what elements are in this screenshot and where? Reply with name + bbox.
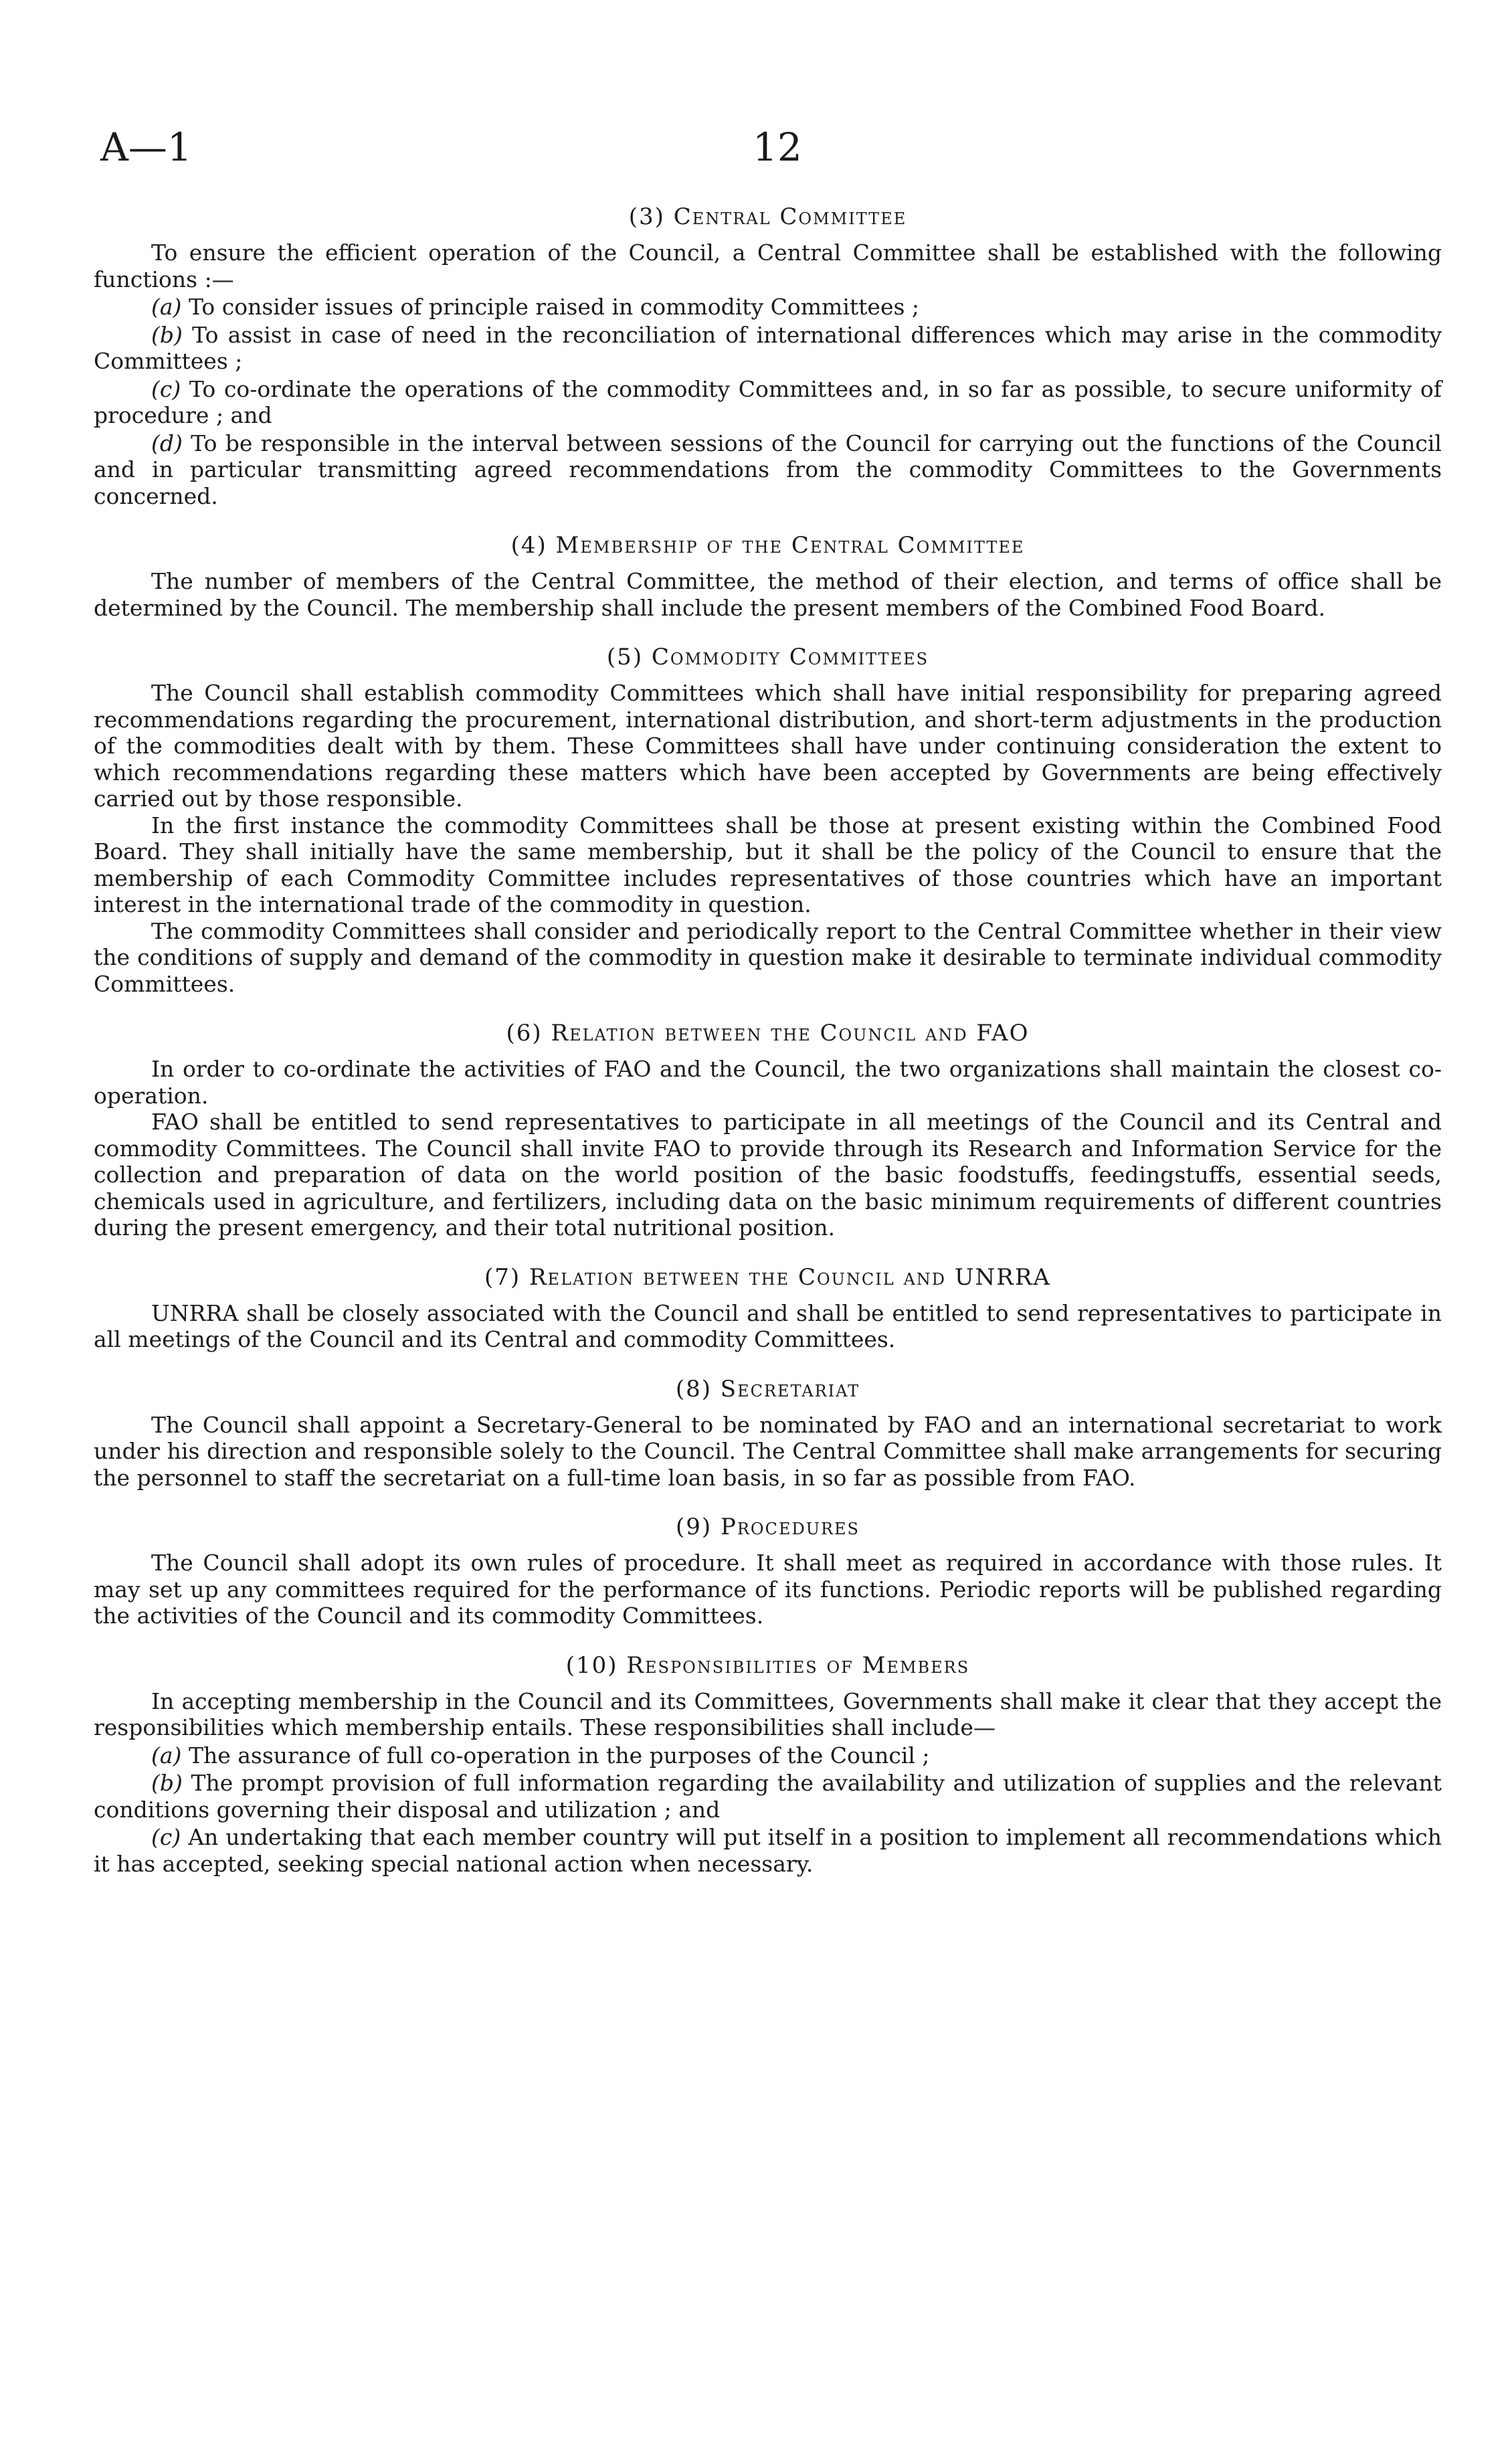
clause-item xyxy=(94,294,1442,321)
section-heading: (8) Secretariat xyxy=(675,1375,860,1402)
paragraph: UNRRA shall be closely associated with the Council and shall be entitled to send representatives to participate in all meetings of the Council and its Central and commodity Committees. xyxy=(94,1299,1442,1352)
section-commodity-committees xyxy=(94,641,1442,997)
paragraph: The commodity Committees shall consider and periodically report to the Central Committee whether in their view the conditions of supply and demand of the commodity in question make it desirable to terminate individual commodity Committees. xyxy=(94,917,1442,997)
section-responsibilities-of-members xyxy=(94,1649,1442,1878)
paragraph: FAO shall be entitled to send representatives to participate in all meetings of the Council and its Central and commodity Committees. The Council shall invite FAO to provide through its Research and Information Service for the collection and preparation of data on the world position of the basic foodstuffs, feedingstuffs, essential seeds, chemicals used in agriculture, and fertilizers, including data on the basic minimum requirements of different countries during the present emergency, and their total nutritional position. xyxy=(94,1109,1442,1241)
page-number: 12 xyxy=(753,124,802,170)
section-membership-central-committee xyxy=(94,529,1442,621)
section-heading: (4) Membership of the Central Committee xyxy=(510,532,1025,559)
clause-text: To co-ordinate the operations of the commodity Committees and, in so far as possible, to secure uniformity of procedure ; and xyxy=(94,375,1442,428)
section-relation-unrra xyxy=(94,1261,1442,1353)
paragraph: The Council shall appoint a Secretary-General to be nominated by FAO and an international secretariat to work under his direction and responsible solely to the Council. The Central Committee shall make arrangements for securing the personnel to staff the secretariat on a full-time loan basis, in so far as possible from FAO. xyxy=(94,1411,1442,1491)
section-heading: (10) Responsibilities of Members xyxy=(565,1651,970,1679)
clause-text: An undertaking that each member country will put itself in a position to implement all recommendations which it has accepted, seeking special national action when necessary. xyxy=(94,1824,1442,1877)
clause-item xyxy=(94,1742,1442,1769)
section-heading: (6) Relation between the Council and FAO xyxy=(506,1020,1030,1047)
clause-text: To be responsible in the interval between sessions of the Council for carrying out the functions of the Council and in particular transmitting agreed recommendations from the commodity Committees to the Governments concerned. xyxy=(94,430,1442,509)
clause-item xyxy=(94,1824,1442,1877)
paragraph: The Council shall establish commodity Committees which shall have initial responsibility for preparing agreed recommendations regarding the procurement, international distribution, and short-term adjustments in the production of the commodities dealt with by them. These Committees shall have under continuing consideration the extent to which recommendations regarding these matters which have been accepted by Governments are being effectively carried out by those responsible. xyxy=(94,680,1442,812)
clause-label: (a) xyxy=(151,294,182,320)
clause-text: To consider issues of principle raised in commodity Committees ; xyxy=(188,294,920,320)
clause-item xyxy=(94,430,1442,510)
document-body xyxy=(94,201,1442,1897)
clause-text: The prompt provision of full information regarding the availability and utilization of supplies and the relevant conditions governing their disposal and utilization ; and xyxy=(94,1770,1442,1823)
clause-label: (c) xyxy=(151,1824,181,1850)
paragraph: In accepting membership in the Council and its Committees, Governments shall make it clear that they accept the responsibilities which membership entails. These responsibilities shall include— xyxy=(94,1688,1442,1740)
section-relation-fao xyxy=(94,1017,1442,1241)
section-heading: (3) Central Committee xyxy=(628,203,907,230)
section-procedures xyxy=(94,1511,1442,1629)
clause-item xyxy=(94,1770,1442,1823)
section-heading: (9) Procedures xyxy=(676,1514,860,1540)
clause-item xyxy=(94,376,1442,429)
clause-label: (b) xyxy=(151,1770,183,1796)
clause-label: (d) xyxy=(151,430,183,456)
clause-text: The assurance of full co-operation in the purposes of the Council ; xyxy=(188,1742,930,1768)
clause-label: (c) xyxy=(151,375,181,402)
paragraph: The number of members of the Central Committee, the method of their election, and terms of office shall be determined by the Council. The membership shall include the present members of the Combined Food Board. xyxy=(94,568,1442,621)
page-id: A—1 xyxy=(100,124,192,170)
clause-label: (a) xyxy=(151,1742,182,1768)
paragraph: The Council shall adopt its own rules of procedure. It shall meet as required in accordance with those rules. It may set up any committees required for the performance of its functions. Periodic reports will be published regarding the activities of the Council and its commodity Committees. xyxy=(94,1550,1442,1629)
section-heading: (5) Commodity Committees xyxy=(606,644,929,670)
page-header xyxy=(100,124,1412,171)
section-secretariat xyxy=(94,1373,1442,1491)
clause-text: To assist in case of need in the reconciliation of international differences which may arise in the commodity Committees ; xyxy=(94,321,1442,374)
paragraph: In order to co-ordinate the activities of FAO and the Council, the two organizations shall maintain the closest co-operation. xyxy=(94,1056,1442,1109)
section-heading: (7) Relation between the Council and UNRRA xyxy=(484,1263,1051,1291)
paragraph: To ensure the efficient operation of the Council, a Central Committee shall be established with the following functions :— xyxy=(94,240,1442,292)
clause-label: (b) xyxy=(151,321,183,348)
clause-item xyxy=(94,322,1442,375)
paragraph: In the first instance the commodity Committees shall be those at present existing within the Combined Food Board. They shall initially have the same membership, but it shall be the policy of the Council to ensure that the membership of each Commodity Committee includes representatives of those countries which have an important interest in the international trade of the commodity in question. xyxy=(94,812,1442,917)
section-central-committee xyxy=(94,201,1442,509)
